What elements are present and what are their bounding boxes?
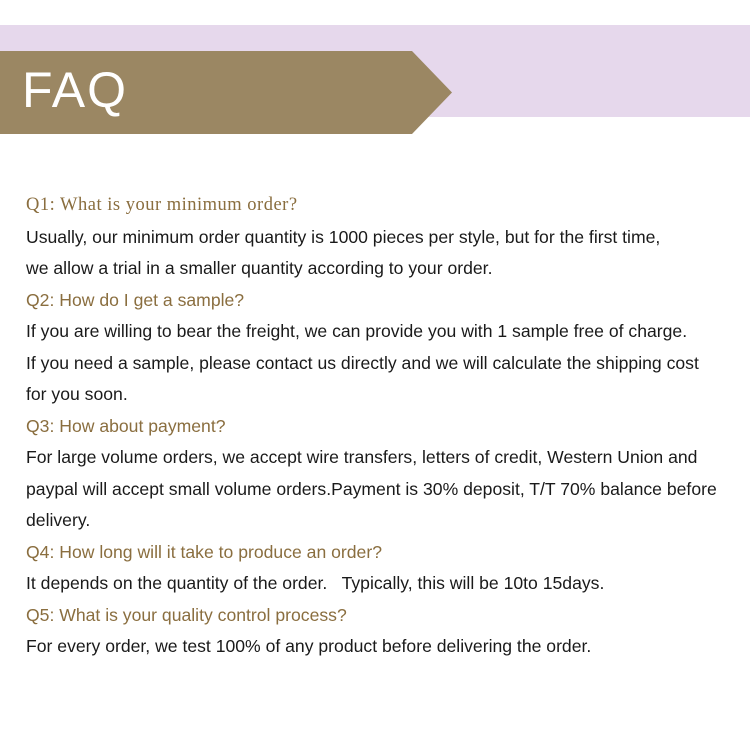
faq-answer-1-line-1: Usually, our minimum order quantity is 1000 pieces per style, but for the first time, xyxy=(26,226,661,247)
faq-answer-2-line-1: If you are willing to bear the freight, we can provide you with 1 sample free of charge. xyxy=(26,321,688,341)
faq-question-1: Q1: What is your minimum order? xyxy=(26,195,298,215)
page-title: FAQ xyxy=(22,62,129,118)
faq-answer-5-line-1: For every order, we test 100% of any product before delivering the order. xyxy=(26,636,592,656)
faq-list xyxy=(26,190,746,663)
faq-answer-3-line-1: For large volume orders, we accept wire transfers, letters of credit, Western Union and xyxy=(26,447,698,467)
faq-answer-4-line-1: It depends on the quantity of the order. Typically, this will be 10to 15days. xyxy=(26,573,605,593)
faq-question-5: Q5: What is your quality control process? xyxy=(26,604,347,625)
faq-question-4: Q4: How long will it take to produce an order? xyxy=(26,541,382,562)
faq-question-3: Q3: How about payment? xyxy=(26,415,226,436)
faq-answer-3-line-3: delivery. xyxy=(26,510,91,530)
faq-answer-1-line-2: we allow a trial in a smaller quantity according to your order. xyxy=(26,258,493,278)
faq-answer-2-line-3: for you soon. xyxy=(26,384,128,404)
faq-answer-3-line-2: paypal will accept small volume orders.Payment is 30% deposit, T/T 70% balance before xyxy=(26,478,717,499)
faq-answer-2-line-2: If you need a sample, please contact us directly and we will calculate the shipping cost xyxy=(26,352,699,373)
faq-question-2: Q2: How do I get a sample? xyxy=(26,289,245,310)
